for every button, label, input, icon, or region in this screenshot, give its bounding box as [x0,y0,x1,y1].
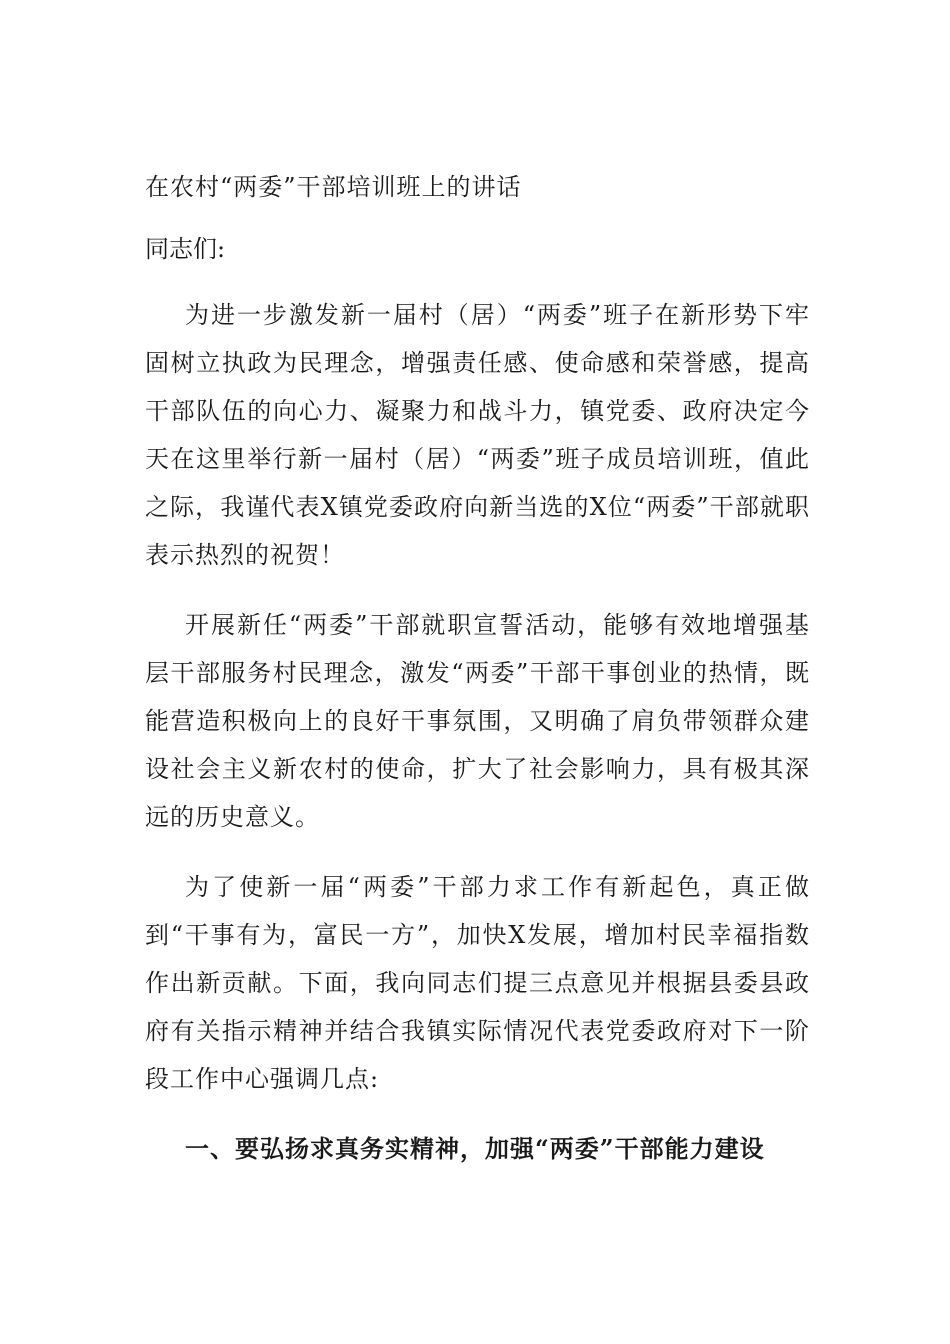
salutation: 同志们: [145,235,226,263]
document-title: 在农村“两委”干部培训班上的讲话 [145,173,522,201]
paragraph: 开展新任“两委”干部就职宣誓活动，能够有效地增强基层干部服务村民理念，激发“两委”干部干事创业的热情，既能营造积极向上的良好干事氛围，又明确了肩负带领群众建设社会主义新农村的使命，扩大了社会影响力，具有极其深远的历史意义。 [145,611,810,831]
section-heading: 一、要弘扬求真务实精神，加强“两委”干部能力建设 [185,1134,765,1163]
document-body [145,165,810,1173]
paragraph: 为了使新一届“两委”干部力求工作有新起色，真正做到“干事有为，富民一方”，加快X发展，增加村民幸福指数作出新贡献。下面，我向同志们提三点意见并根据县委县政府有关指示精神并结合我镇实际情况代表党委政府对下一阶段工作中心强调几点: [145,873,810,1093]
paragraph: 为进一步激发新一届村（居）“两委”班子在新形势下牢固树立执政为民理念，增强责任感、使命感和荣誉感，提高干部队伍的向心力、凝聚力和战斗力，镇党委、政府决定今天在这里举行新一届村（居）“两委”班子成员培训班，值此之际，我谨代表X镇党委政府向新当选的X位“两委”干部就职表示热烈的祝贺！ [145,301,810,569]
